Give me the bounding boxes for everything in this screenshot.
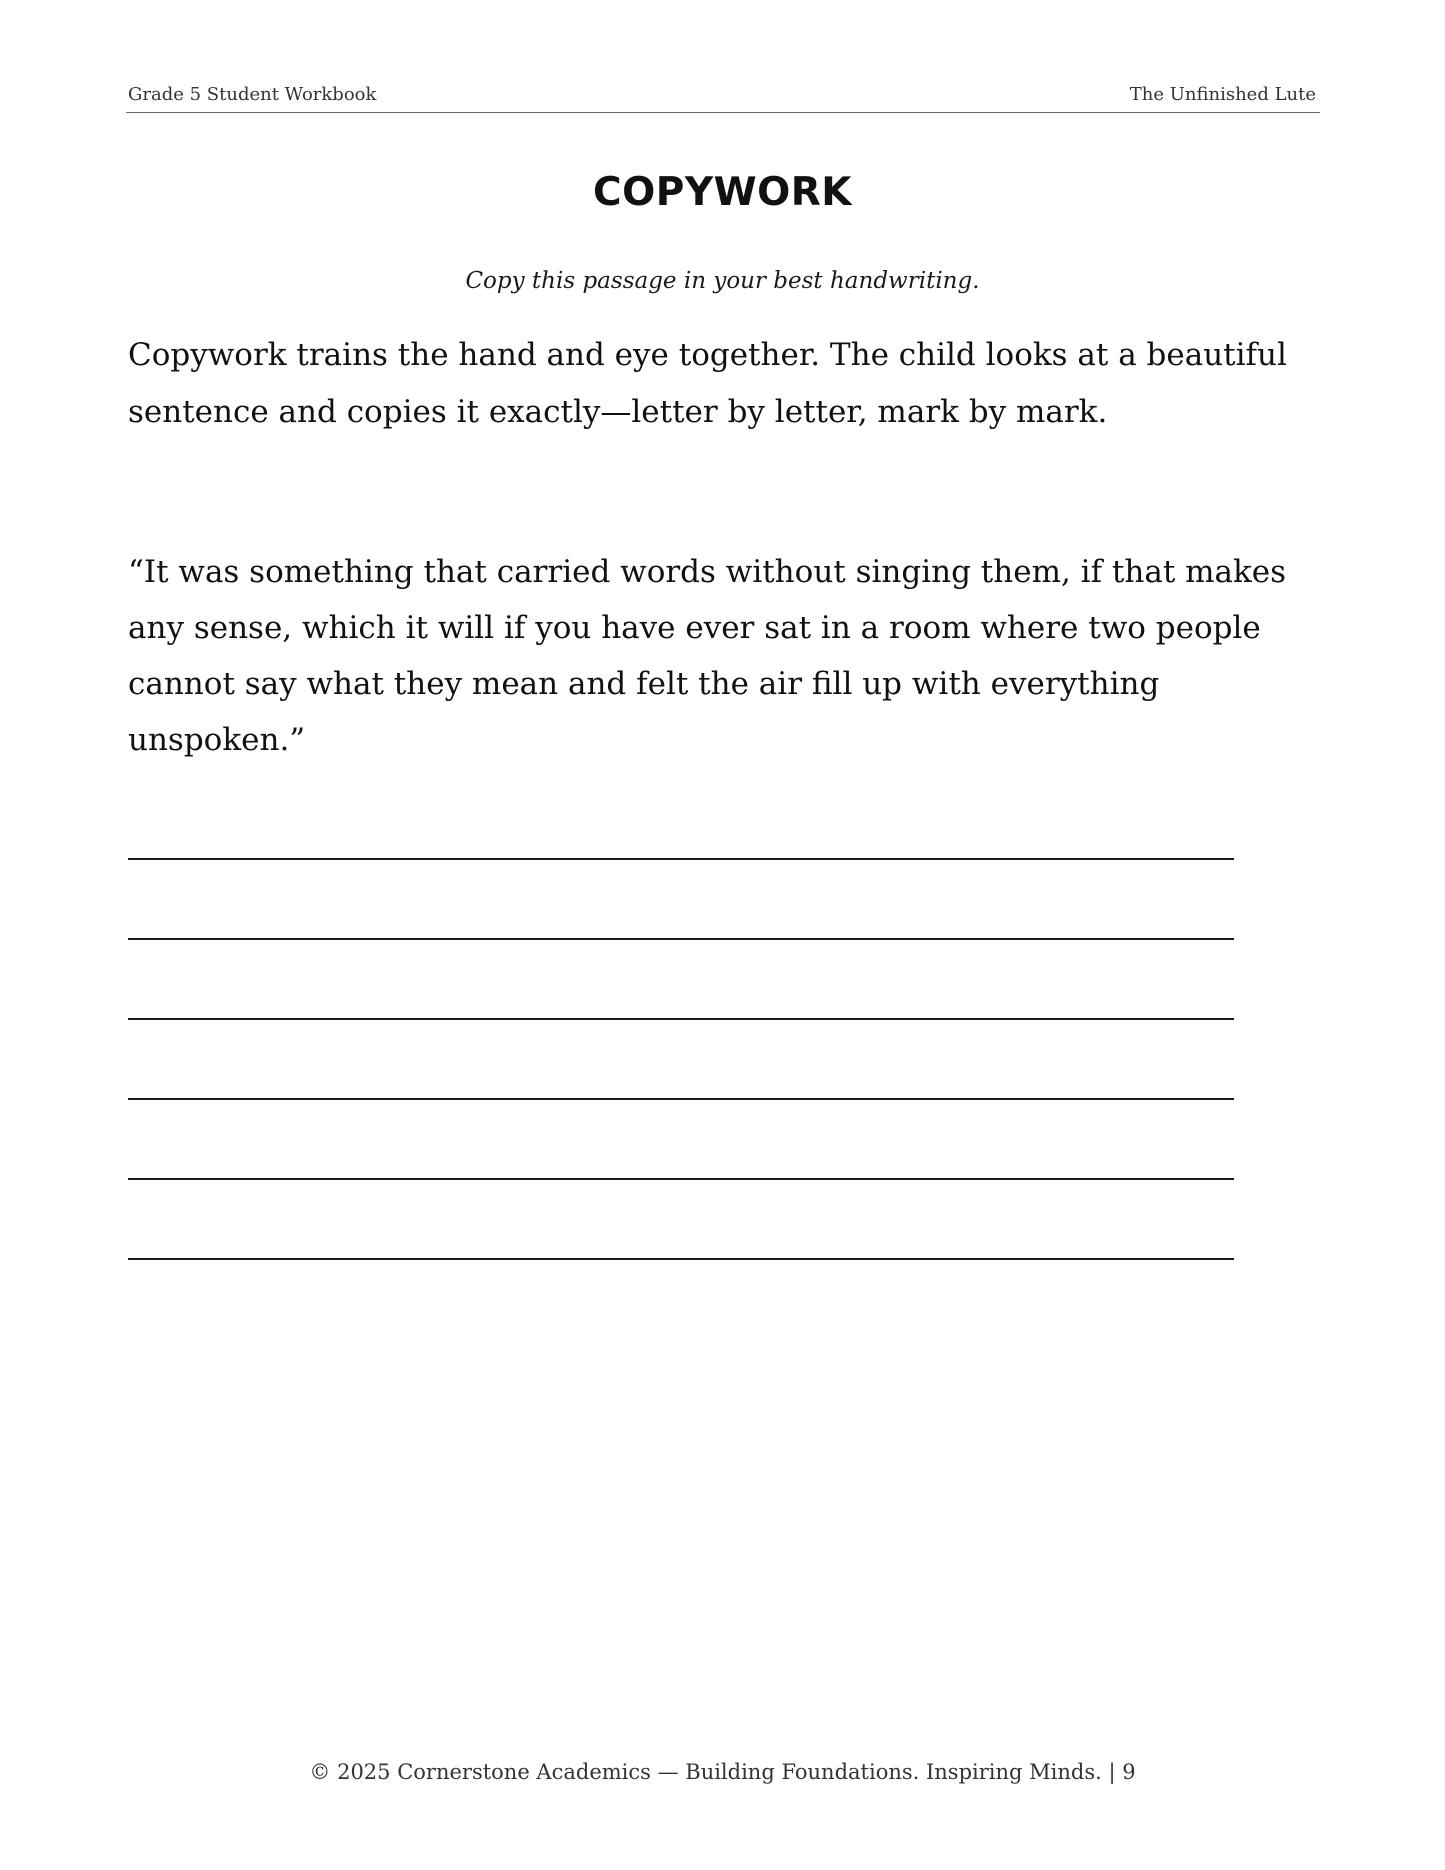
writing-line <box>128 1178 1234 1180</box>
page-title: COPYWORK <box>592 170 853 215</box>
header-book-title: The Unfinished Lute <box>1129 84 1316 105</box>
writing-lines <box>128 858 1234 1338</box>
copy-passage: “It was something that carried words without singing them, if that makes any sense, which it will if you have ever sat in a room where two people cannot say what they mean and felt the air fill up with everything unspoken.” <box>128 554 1287 758</box>
header-workbook-title: Grade 5 Student Workbook <box>128 84 377 105</box>
intro-paragraph: Copywork trains the hand and eye together. The child looks at a beautiful sentence and copies it exactly—letter by letter, mark by mark. <box>128 337 1287 430</box>
writing-line <box>128 1098 1234 1100</box>
writing-line <box>128 1018 1234 1020</box>
writing-line <box>128 858 1234 860</box>
page-footer: © 2025 Cornerstone Academics — Building Foundations. Inspiring Minds. | 9 <box>309 1760 1136 1784</box>
writing-line <box>128 938 1234 940</box>
writing-line <box>128 1258 1234 1260</box>
instruction-text: Copy this passage in your best handwriting. <box>465 268 980 294</box>
page-header <box>126 82 1320 113</box>
